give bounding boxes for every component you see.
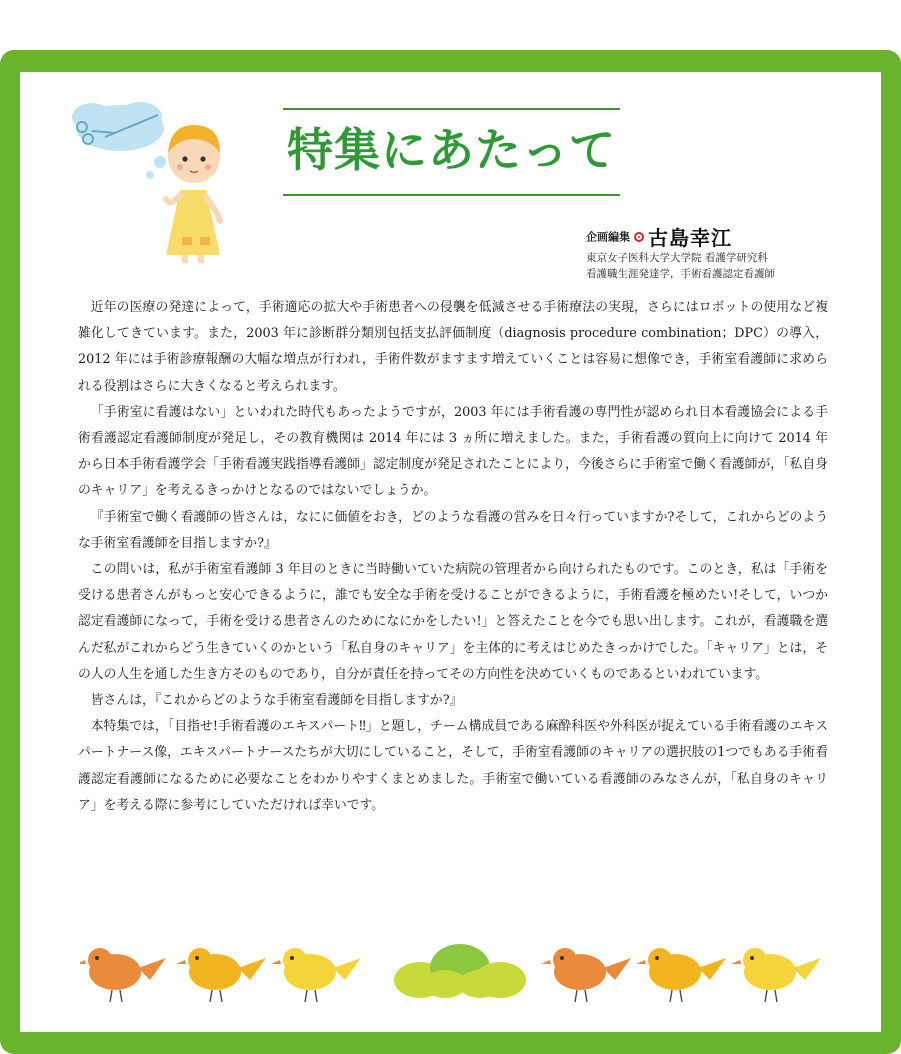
bird-icon xyxy=(731,948,821,1002)
editor-name: 古島幸江 xyxy=(648,226,732,250)
bush-icon xyxy=(394,944,526,998)
bird-icon xyxy=(176,948,266,1002)
editor-affiliation xyxy=(586,250,775,282)
affiliation-line: 看護職生涯発達学，手術看護認定看護師 xyxy=(586,268,775,280)
editor-credit xyxy=(586,222,732,248)
bird-icon xyxy=(541,948,631,1002)
bird-icon xyxy=(271,948,361,1002)
page-title: 特集にあたって xyxy=(287,123,616,177)
paragraph: 本特集では，「目指せ!手術看護のエキスパート‼」と題し，チーム構成員である麻酔科医や外科医が捉えている手術看護のエキスパートナース像，エキスパートナースたちが大切にしていること，そして，手術室看護師のキャリアの選択肢の1つでもある手術看護認定看護師になるために必要なことをわかりやすくまとめました。手術室で働いている看護師のみなさんが，「私自身のキャリア」を考える際に参考にしていただければ幸いです。 xyxy=(78,719,828,813)
affiliation-line: 東京女子医科大学大学院 看護学研究科 xyxy=(586,252,768,264)
bird-icon xyxy=(80,948,166,1002)
bird-icon xyxy=(636,948,726,1002)
bullet-dot-icon xyxy=(634,232,644,242)
paragraph: この問いは，私が手術室看護師 3 年目のときに当時働いていた病院の管理者から向けられたものです。このとき，私は「手術を受ける患者さんがもっと安心できるように，誰でも安全な手術を受けることができるように，手術看護を極めたい!そして，いつか認定看護師になって，手術を受ける患者さんのためになにかをしたい!」と答えたことを今でも思い出します。これが，看護職を選んだ私がこれからどう生きていくのかという「私自身のキャリア」を主体的に考えはじめたきっかけでした。「キャリア」とは，その人の人生を通した生き方そのものであり，自分が責任を持ってその方向性を決めていくものであるといわれています。 xyxy=(78,562,828,682)
bird-decoration xyxy=(80,935,840,1010)
paragraph: 皆さんは，『これからどのような手術室看護師を目指しますか?』 xyxy=(90,693,463,709)
paragraph: 「手術室に看護はない」といわれた時代もあったようですが，2003 年には手術看護の専門性が認められ日本看護協会による手術看護認定看護師制度が発足し，その教育機関は 2014 年には 3 ヵ所に増えました。また，手術看護の質向上に向けて 2014 年から日本手術看護学会「手術看護実践指導看護師」認定制度が発足されたことにより，今後さらに手術室で働く看護師が，「私自身のキャリア」を考えるきっかけとなるのではないでしょうか。 xyxy=(78,404,828,499)
paragraph: 近年の医療の発達によって，手術適応の拡大や手術患者への侵襲を低減させる手術療法の実現，さらにはロボットの使用など複雑化してきています。また，2003 年に診断群分類別包括支払評価制度（diagnosis procedure combination；DPC）の導入，2012 年には手術診療報酬の大幅な増点が行われ，手術件数がますます増えていくことは容易に想像でき，手術室看護師に求められる役割はさらに大きくなると考えられます。 xyxy=(78,300,828,394)
title-box xyxy=(283,108,620,196)
article-body xyxy=(78,295,828,819)
nurse-illustration xyxy=(70,95,250,265)
editor-role: 企画編集 xyxy=(586,230,630,244)
paragraph: 『手術室で働く看護師の皆さんは，なにに価値をおき，どのような看護の営みを日々行っていますか?そして，これからどのような手術室看護師を目指しますか?』 xyxy=(78,509,828,551)
